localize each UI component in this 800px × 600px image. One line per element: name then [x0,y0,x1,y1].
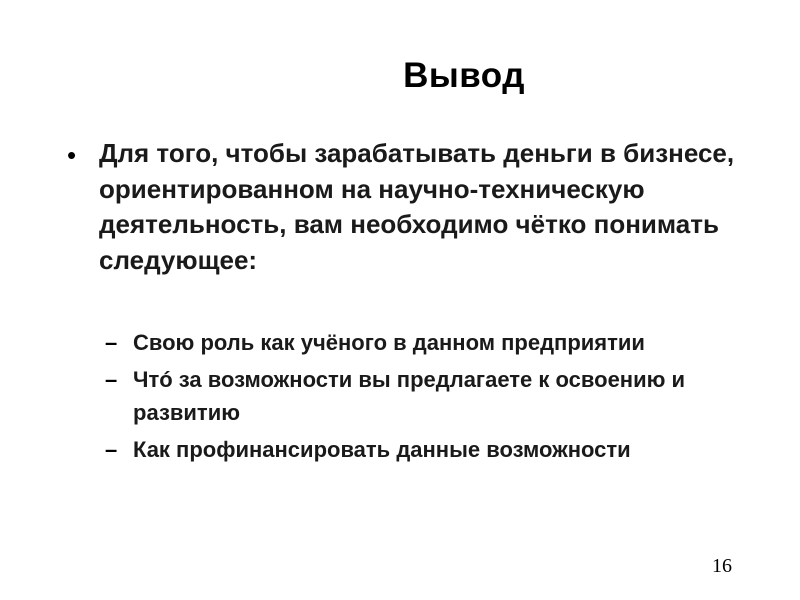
sub-bullet-text: Свою роль как учёного в данном предприятии [133,330,645,355]
dash-marker: – [105,437,118,462]
sub-bullet-item [105,433,705,466]
page-number: 16 [712,555,732,577]
sub-bullet-text: Чтó за возможности вы предлагаете к освоению и развитию [133,367,686,425]
dash-marker: – [105,330,118,355]
sub-bullet-item [105,363,705,429]
slide-title: Вывод [403,56,525,95]
sub-bullet-text: Как профинансировать данные возможности [133,437,631,462]
main-bullet-text: Для того, чтобы зарабатывать деньги в бизнесе, ориентированном на научно-техническую деятельность, вам необходимо чётко понимать следующее: [99,138,735,275]
dash-marker: – [105,367,118,392]
sub-bullet-item [105,326,705,359]
bullet-marker: • [67,140,77,170]
main-bullet [67,136,757,278]
sub-bullet-list [105,326,705,470]
